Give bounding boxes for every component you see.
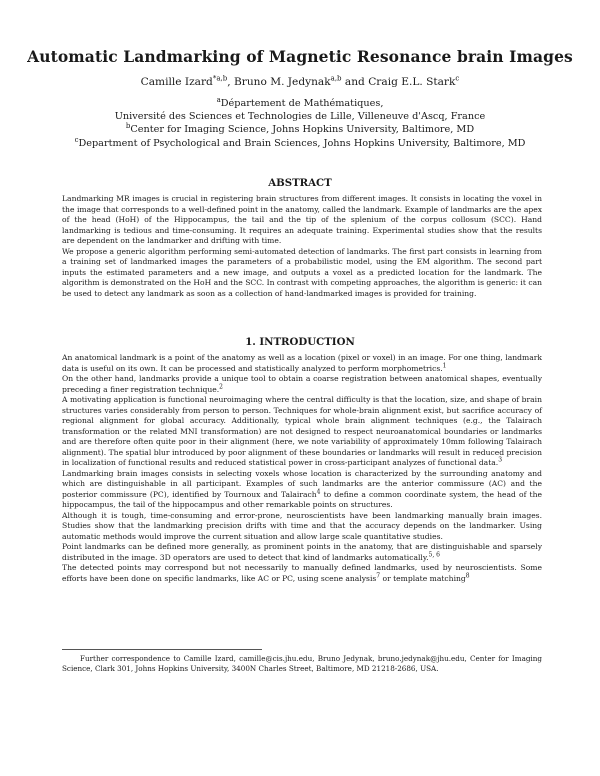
affiliation-text: Department of Psychological and Brain Sciences, Johns Hopkins University, Baltimore, MD: [78, 137, 526, 149]
intro-paragraph: [62, 542, 542, 563]
citation-mark: 5, 6: [428, 550, 440, 558]
paragraph-text: An anatomical landmark is a point of the anatomy as well as a location (pixel or voxel) in an image. For one thing, landmark data is useful on its own. It can be processed and statistically analyzed to perform morphometrics.: [62, 353, 542, 373]
affiliation-line: [0, 97, 600, 110]
affil-mark: c: [74, 135, 79, 144]
citation-mark: 2: [219, 382, 223, 390]
citation-mark: 1: [442, 361, 447, 369]
affiliation-line: [0, 123, 600, 136]
author-affil-mark: a,b: [330, 74, 342, 83]
affiliation-line: [0, 137, 600, 150]
abstract-heading: ABSTRACT: [268, 177, 332, 189]
abstract-paragraph: Landmarking MR images is crucial in registering brain structures from different images. It consists in locating the voxel in the image that corresponds to a well-defined point in the anatomy, called the landmark. Example of landmarks are the apex of the head (HoH) of the Hippocampus, the tail and the tip of the splenium of the corpus collosum (SCC). Hand landmarking is tedious and time-consuming. It requires an adequate training. Experimental studies show that the results are dependent on the landmarker and drifting with time.: [62, 194, 542, 245]
abstract-paragraph: We propose a generic algorithm performing semi-automated detection of landmarks. The first part consists in learning from a training set of landmarked images the parameters of a probabilistic model, using the EM algorithm. The second part inputs the estimated parameters and a new image, and outputs a voxel as a predicted location for the landmark. The algorithm is demonstrated on the HoH and the SCC. In contrast with competing approaches, the algorithm is generic: it can be used to detect any landmark as soon as a collection of hand-landmarked images is provided for training.: [62, 246, 542, 298]
paragraph-text: Point landmarks can be defined more generally, as prominent points in the anatomy, that are distinguishable and sparsely distributed in the image. 3D operators are used to detect that kind of landmarks automatically.: [62, 542, 542, 562]
footnote-divider: [62, 649, 262, 650]
author-name: Camille Izard: [140, 76, 213, 88]
introduction-heading: 1. INTRODUCTION: [245, 336, 355, 348]
affiliation-text: Center for Imaging Science, Johns Hopkins University, Baltimore, MD: [130, 124, 475, 136]
affiliation-text: Département de Mathématiques,: [220, 98, 384, 109]
paragraph-text: to define a common coordinate system, the head of the hippocampus, the tail of the hippocampus and other remarkable points on structures.: [62, 489, 542, 509]
affiliation-text: Université des Sciences et Technologies de Lille, Villeneuve d'Ascq, France: [114, 111, 486, 123]
paragraph-text: Landmarking brain images consists in selecting voxels whose location is characterized by the surrounding anatomy and which are distinguishable in all participant. Examples of such landmarks are the anterior commissure (AC) and the posterior commissure (PC), identified by Tournoux and Talairach: [62, 468, 542, 499]
author-name: Craig E.L. Stark: [368, 76, 456, 88]
intro-paragraph: [62, 374, 542, 395]
affiliations: [0, 97, 600, 150]
paragraph-text: A motivating application is functional neuroimaging where the central difficulty is that the location, size, and shape of brain structures varies considerably from person to person. Techniques for whole-brain alignment exist, but sacrifice accuracy of regional alignment for global accuracy. Additionally, typical whole brain alignment techniques (e.g., the Talairach transformation or the related MNI transformation) are not designed to respect neuroanatomical boundaries or landmarks and are therefore often quite poor in their alignment (here, we note variability of approximately 10mm following Talairach alignment). The spatial blur introduced by poor alignment of these boundaries or landmarks will result in reduced precision in localization of functional results and reduced statistical power in cross-participant analyzes of functional data.: [62, 395, 542, 467]
intro-paragraph: [62, 511, 542, 543]
author-name: Bruno M. Jedynak: [233, 76, 331, 88]
citation-mark: 4: [316, 487, 321, 495]
paper-title: Automatic Landmarking of Magnetic Resonance brain Images: [27, 47, 573, 66]
citation-mark: 8: [465, 571, 470, 579]
paragraph-text: On the other hand, landmarks provide a unique tool to obtain a coarse registration between anatomical shapes, eventually preceding a finer registration technique.: [62, 374, 542, 394]
correspondence-footnote: Further correspondence to Camille Izard, camille@cis.jhu.edu, Bruno Jedynak, bruno.jedynak@jhu.edu, Center for Imaging Science, Clark 301, Johns Hopkins University, 3400N Charles Street, Baltimore, MD 21218-2686, USA.: [62, 654, 542, 673]
affil-mark: b: [125, 122, 131, 131]
author-separator: ,: [227, 76, 234, 88]
author-affil-mark: c: [455, 74, 460, 83]
author-affil-mark: *a,b: [212, 74, 228, 83]
affiliation-line: [0, 110, 600, 123]
citation-mark: 3: [498, 456, 503, 464]
intro-paragraph: [62, 395, 542, 469]
intro-paragraph: [62, 469, 542, 511]
paragraph-text: Although it is tough, time-consuming and error-prone, neuroscientists have been landmarking manually brain images. Studies show that the landmarking precision drifts with time and that the accuracy depends on the landmarker. Using automatic methods would improve the current situation and allow large scale quantitative studies.: [62, 510, 542, 541]
author-separator: and: [341, 76, 369, 88]
citation-mark: 7: [376, 571, 381, 579]
intro-paragraph: [62, 563, 542, 584]
paragraph-text: or template matching: [380, 573, 466, 583]
introduction-body: [62, 353, 542, 584]
paragraph-text: The detected points may correspond but not necessarily to manually defined landmarks, used by neuroscientists. Some efforts have been done on specific landmarks, like AC or PC, using scene analysis: [62, 563, 542, 583]
affil-mark: a: [216, 95, 221, 104]
intro-paragraph: [62, 353, 542, 374]
author-line: [0, 76, 600, 88]
abstract-body: [62, 194, 542, 299]
